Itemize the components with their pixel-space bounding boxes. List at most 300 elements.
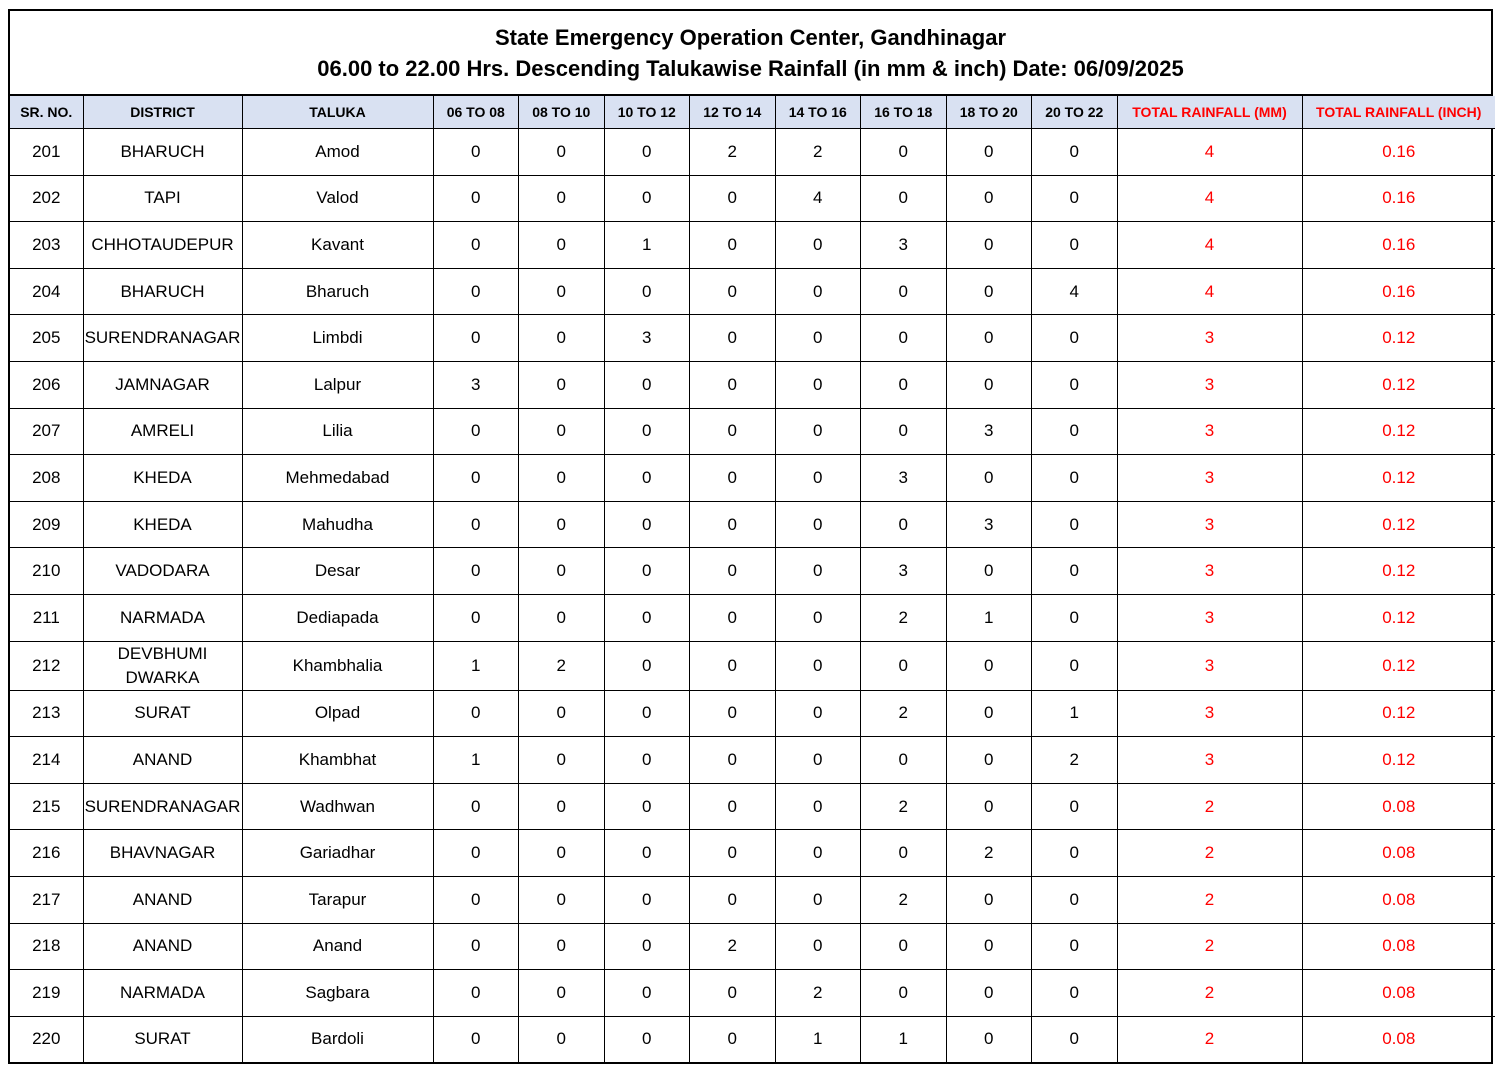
cell-08-to-10: 0 [519,175,605,222]
cell-sr-no: 206 [10,361,83,408]
cell-14-to-16: 0 [775,408,861,455]
cell-taluka: Bardoli [242,1016,433,1062]
cell-12-to-14: 0 [690,1016,776,1062]
cell-sr-no: 216 [10,830,83,877]
cell-14-to-16: 2 [775,129,861,176]
cell-12-to-14: 0 [690,408,776,455]
cell-district: BHAVNAGAR [83,830,242,877]
table-row [10,315,1495,362]
cell-06-to-08: 0 [433,830,519,877]
cell-total-rainfall-mm: 2 [1117,970,1302,1017]
cell-18-to-20: 0 [946,876,1032,923]
cell-total-rainfall-inch: 0.12 [1302,455,1495,502]
report-title-block [10,11,1491,96]
report-subtitle: 06.00 to 22.00 Hrs. Descending Talukawise Rainfall (in mm & inch) Date: 06/09/2025 [317,55,1184,81]
cell-16-to-18: 0 [861,175,947,222]
table-row [10,970,1495,1017]
cell-06-to-08: 0 [433,408,519,455]
cell-18-to-20: 3 [946,408,1032,455]
cell-total-rainfall-inch: 0.08 [1302,830,1495,877]
table-row [10,501,1495,548]
cell-total-rainfall-inch: 0.16 [1302,129,1495,176]
cell-taluka: Olpad [242,690,433,737]
cell-12-to-14: 2 [690,923,776,970]
cell-16-to-18: 0 [861,737,947,784]
cell-12-to-14: 0 [690,876,776,923]
table-row [10,1016,1495,1062]
cell-total-rainfall-mm: 2 [1117,1016,1302,1062]
cell-20-to-22: 0 [1032,501,1118,548]
cell-16-to-18: 2 [861,876,947,923]
cell-14-to-16: 0 [775,594,861,641]
cell-20-to-22: 0 [1032,783,1118,830]
cell-18-to-20: 0 [946,923,1032,970]
cell-10-to-12: 0 [604,361,690,408]
cell-18-to-20: 0 [946,548,1032,595]
column-header-12-to-14: 12 TO 14 [690,96,776,129]
column-header-20-to-22: 20 TO 22 [1032,96,1118,129]
table-row [10,548,1495,595]
cell-08-to-10: 0 [519,737,605,784]
column-header-18-to-20: 18 TO 20 [946,96,1032,129]
cell-20-to-22: 0 [1032,923,1118,970]
cell-06-to-08: 0 [433,876,519,923]
cell-18-to-20: 1 [946,594,1032,641]
table-row [10,175,1495,222]
cell-sr-no: 208 [10,455,83,502]
cell-20-to-22: 0 [1032,594,1118,641]
report-title: State Emergency Operation Center, Gandhinagar [494,24,1007,50]
table-row [10,268,1495,315]
cell-06-to-08: 0 [433,923,519,970]
cell-06-to-08: 1 [433,737,519,784]
cell-taluka: Sagbara [242,970,433,1017]
column-header-district: DISTRICT [83,96,242,129]
cell-12-to-14: 0 [690,501,776,548]
cell-14-to-16: 0 [775,830,861,877]
cell-total-rainfall-mm: 3 [1117,641,1302,690]
cell-14-to-16: 0 [775,641,861,690]
cell-14-to-16: 0 [775,690,861,737]
cell-10-to-12: 0 [604,737,690,784]
cell-12-to-14: 0 [690,455,776,502]
cell-20-to-22: 0 [1032,455,1118,502]
cell-total-rainfall-mm: 2 [1117,830,1302,877]
cell-20-to-22: 0 [1032,830,1118,877]
cell-sr-no: 219 [10,970,83,1017]
cell-total-rainfall-inch: 0.12 [1302,501,1495,548]
cell-14-to-16: 0 [775,268,861,315]
cell-sr-no: 218 [10,923,83,970]
cell-total-rainfall-mm: 3 [1117,548,1302,595]
cell-district: ANAND [83,923,242,970]
cell-sr-no: 212 [10,641,83,690]
cell-sr-no: 214 [10,737,83,784]
cell-12-to-14: 0 [690,690,776,737]
cell-06-to-08: 0 [433,970,519,1017]
cell-district: SURENDRANAGAR [83,315,242,362]
cell-taluka: Anand [242,923,433,970]
cell-total-rainfall-inch: 0.12 [1302,737,1495,784]
cell-total-rainfall-mm: 3 [1117,737,1302,784]
cell-14-to-16: 0 [775,923,861,970]
cell-18-to-20: 0 [946,783,1032,830]
cell-total-rainfall-inch: 0.12 [1302,548,1495,595]
cell-18-to-20: 0 [946,222,1032,269]
cell-10-to-12: 0 [604,175,690,222]
cell-district: AMRELI [83,408,242,455]
table-row [10,783,1495,830]
cell-06-to-08: 0 [433,175,519,222]
column-header-taluka: TALUKA [242,96,433,129]
cell-20-to-22: 0 [1032,361,1118,408]
table-row [10,455,1495,502]
cell-total-rainfall-inch: 0.12 [1302,408,1495,455]
cell-total-rainfall-mm: 3 [1117,361,1302,408]
cell-10-to-12: 0 [604,830,690,877]
cell-08-to-10: 0 [519,129,605,176]
cell-total-rainfall-mm: 3 [1117,315,1302,362]
cell-district: BHARUCH [83,129,242,176]
table-row [10,830,1495,877]
cell-08-to-10: 0 [519,1016,605,1062]
table-row [10,222,1495,269]
cell-08-to-10: 0 [519,923,605,970]
cell-district: SURENDRANAGAR [83,783,242,830]
cell-16-to-18: 3 [861,222,947,269]
cell-taluka: Amod [242,129,433,176]
cell-06-to-08: 0 [433,455,519,502]
cell-20-to-22: 0 [1032,641,1118,690]
cell-district: ANAND [83,876,242,923]
cell-taluka: Gariadhar [242,830,433,877]
cell-06-to-08: 0 [433,1016,519,1062]
cell-16-to-18: 0 [861,268,947,315]
table-row [10,594,1495,641]
cell-sr-no: 209 [10,501,83,548]
cell-sr-no: 210 [10,548,83,595]
cell-taluka: Bharuch [242,268,433,315]
cell-district: TAPI [83,175,242,222]
cell-12-to-14: 0 [690,361,776,408]
cell-10-to-12: 0 [604,970,690,1017]
table-row [10,876,1495,923]
cell-district: KHEDA [83,455,242,502]
cell-18-to-20: 0 [946,175,1032,222]
cell-08-to-10: 0 [519,783,605,830]
cell-10-to-12: 1 [604,222,690,269]
cell-total-rainfall-inch: 0.12 [1302,594,1495,641]
table-row [10,361,1495,408]
cell-sr-no: 220 [10,1016,83,1062]
cell-20-to-22: 1 [1032,690,1118,737]
cell-08-to-10: 2 [519,641,605,690]
cell-total-rainfall-mm: 2 [1117,876,1302,923]
cell-06-to-08: 0 [433,690,519,737]
cell-14-to-16: 0 [775,737,861,784]
cell-20-to-22: 2 [1032,737,1118,784]
cell-total-rainfall-inch: 0.16 [1302,222,1495,269]
cell-16-to-18: 1 [861,1016,947,1062]
cell-taluka: Valod [242,175,433,222]
cell-14-to-16: 0 [775,222,861,269]
cell-18-to-20: 3 [946,501,1032,548]
cell-total-rainfall-inch: 0.16 [1302,175,1495,222]
cell-total-rainfall-inch: 0.12 [1302,641,1495,690]
cell-sr-no: 201 [10,129,83,176]
cell-08-to-10: 0 [519,361,605,408]
cell-taluka: Mahudha [242,501,433,548]
cell-total-rainfall-mm: 3 [1117,408,1302,455]
cell-sr-no: 204 [10,268,83,315]
cell-total-rainfall-mm: 4 [1117,175,1302,222]
cell-12-to-14: 0 [690,268,776,315]
cell-district: ANAND [83,737,242,784]
cell-16-to-18: 2 [861,783,947,830]
cell-16-to-18: 3 [861,455,947,502]
cell-10-to-12: 0 [604,641,690,690]
cell-district: DEVBHUMI DWARKA [83,641,242,690]
column-header-total-rainfall-mm: TOTAL RAINFALL (MM) [1117,96,1302,129]
cell-06-to-08: 3 [433,361,519,408]
column-header-08-to-10: 08 TO 10 [519,96,605,129]
cell-12-to-14: 0 [690,641,776,690]
cell-district: KHEDA [83,501,242,548]
cell-12-to-14: 0 [690,175,776,222]
cell-06-to-08: 0 [433,594,519,641]
cell-sr-no: 213 [10,690,83,737]
cell-total-rainfall-inch: 0.08 [1302,1016,1495,1062]
cell-10-to-12: 0 [604,548,690,595]
cell-sr-no: 202 [10,175,83,222]
cell-08-to-10: 0 [519,690,605,737]
cell-sr-no: 205 [10,315,83,362]
cell-18-to-20: 0 [946,361,1032,408]
cell-06-to-08: 0 [433,268,519,315]
cell-18-to-20: 0 [946,315,1032,362]
cell-district: NARMADA [83,594,242,641]
cell-14-to-16: 1 [775,1016,861,1062]
cell-total-rainfall-mm: 4 [1117,129,1302,176]
cell-16-to-18: 0 [861,315,947,362]
cell-district: NARMADA [83,970,242,1017]
cell-sr-no: 203 [10,222,83,269]
cell-district: SURAT [83,690,242,737]
cell-16-to-18: 0 [861,970,947,1017]
table-header-row [10,96,1495,129]
cell-total-rainfall-mm: 2 [1117,783,1302,830]
cell-taluka: Khambhalia [242,641,433,690]
cell-14-to-16: 0 [775,315,861,362]
cell-06-to-08: 0 [433,548,519,595]
cell-18-to-20: 0 [946,455,1032,502]
cell-sr-no: 215 [10,783,83,830]
cell-10-to-12: 0 [604,783,690,830]
cell-18-to-20: 0 [946,129,1032,176]
cell-20-to-22: 0 [1032,175,1118,222]
cell-taluka: Khambhat [242,737,433,784]
cell-08-to-10: 0 [519,455,605,502]
table-row [10,129,1495,176]
cell-18-to-20: 0 [946,970,1032,1017]
cell-06-to-08: 0 [433,501,519,548]
cell-10-to-12: 0 [604,876,690,923]
cell-08-to-10: 0 [519,830,605,877]
cell-10-to-12: 0 [604,594,690,641]
cell-12-to-14: 0 [690,548,776,595]
cell-16-to-18: 0 [861,830,947,877]
column-header-total-rainfall-inch: TOTAL RAINFALL (INCH) [1302,96,1495,129]
cell-taluka: Lalpur [242,361,433,408]
cell-total-rainfall-inch: 0.08 [1302,876,1495,923]
cell-18-to-20: 0 [946,268,1032,315]
cell-18-to-20: 0 [946,690,1032,737]
cell-10-to-12: 0 [604,1016,690,1062]
cell-taluka: Kavant [242,222,433,269]
cell-district: VADODARA [83,548,242,595]
cell-10-to-12: 0 [604,690,690,737]
cell-10-to-12: 0 [604,501,690,548]
cell-sr-no: 217 [10,876,83,923]
cell-10-to-12: 0 [604,129,690,176]
cell-14-to-16: 0 [775,455,861,502]
cell-20-to-22: 0 [1032,970,1118,1017]
cell-16-to-18: 3 [861,548,947,595]
cell-14-to-16: 0 [775,501,861,548]
cell-district: JAMNAGAR [83,361,242,408]
cell-total-rainfall-mm: 3 [1117,455,1302,502]
cell-total-rainfall-mm: 4 [1117,268,1302,315]
cell-20-to-22: 0 [1032,1016,1118,1062]
cell-20-to-22: 4 [1032,268,1118,315]
cell-district: SURAT [83,1016,242,1062]
table-row [10,690,1495,737]
cell-total-rainfall-inch: 0.08 [1302,970,1495,1017]
cell-14-to-16: 2 [775,970,861,1017]
cell-08-to-10: 0 [519,268,605,315]
cell-08-to-10: 0 [519,408,605,455]
cell-14-to-16: 0 [775,783,861,830]
cell-10-to-12: 0 [604,455,690,502]
cell-taluka: Desar [242,548,433,595]
cell-08-to-10: 0 [519,548,605,595]
column-header-06-to-08: 06 TO 08 [433,96,519,129]
cell-14-to-16: 4 [775,175,861,222]
cell-total-rainfall-mm: 4 [1117,222,1302,269]
cell-12-to-14: 0 [690,315,776,362]
table-row [10,737,1495,784]
cell-total-rainfall-mm: 2 [1117,923,1302,970]
cell-total-rainfall-inch: 0.12 [1302,361,1495,408]
cell-08-to-10: 0 [519,315,605,362]
cell-06-to-08: 0 [433,783,519,830]
cell-total-rainfall-mm: 3 [1117,690,1302,737]
cell-district: CHHOTAUDEPUR [83,222,242,269]
cell-taluka: Wadhwan [242,783,433,830]
cell-16-to-18: 0 [861,408,947,455]
cell-sr-no: 211 [10,594,83,641]
cell-total-rainfall-inch: 0.12 [1302,690,1495,737]
cell-10-to-12: 0 [604,408,690,455]
cell-10-to-12: 0 [604,923,690,970]
cell-total-rainfall-inch: 0.16 [1302,268,1495,315]
cell-08-to-10: 0 [519,876,605,923]
cell-08-to-10: 0 [519,970,605,1017]
cell-18-to-20: 0 [946,641,1032,690]
cell-20-to-22: 0 [1032,315,1118,362]
cell-20-to-22: 0 [1032,222,1118,269]
cell-sr-no: 207 [10,408,83,455]
cell-06-to-08: 0 [433,129,519,176]
column-header-16-to-18: 16 TO 18 [861,96,947,129]
cell-06-to-08: 0 [433,222,519,269]
rainfall-report-sheet [8,9,1493,1064]
cell-12-to-14: 0 [690,594,776,641]
cell-total-rainfall-inch: 0.08 [1302,923,1495,970]
cell-10-to-12: 0 [604,268,690,315]
cell-16-to-18: 2 [861,594,947,641]
cell-10-to-12: 3 [604,315,690,362]
cell-20-to-22: 0 [1032,548,1118,595]
cell-total-rainfall-inch: 0.12 [1302,315,1495,362]
cell-08-to-10: 0 [519,501,605,548]
cell-16-to-18: 0 [861,361,947,408]
cell-taluka: Dediapada [242,594,433,641]
cell-taluka: Lilia [242,408,433,455]
cell-taluka: Mehmedabad [242,455,433,502]
cell-18-to-20: 0 [946,1016,1032,1062]
cell-12-to-14: 0 [690,830,776,877]
cell-12-to-14: 0 [690,783,776,830]
cell-18-to-20: 2 [946,830,1032,877]
cell-16-to-18: 0 [861,129,947,176]
cell-08-to-10: 0 [519,222,605,269]
cell-20-to-22: 0 [1032,876,1118,923]
cell-12-to-14: 2 [690,129,776,176]
table-row [10,641,1495,690]
cell-16-to-18: 0 [861,501,947,548]
cell-20-to-22: 0 [1032,129,1118,176]
cell-18-to-20: 0 [946,737,1032,784]
cell-16-to-18: 2 [861,690,947,737]
cell-16-to-18: 0 [861,641,947,690]
cell-total-rainfall-mm: 3 [1117,501,1302,548]
cell-district: BHARUCH [83,268,242,315]
rainfall-table [10,96,1495,1062]
cell-06-to-08: 1 [433,641,519,690]
cell-total-rainfall-mm: 3 [1117,594,1302,641]
column-header-10-to-12: 10 TO 12 [604,96,690,129]
table-body [10,129,1495,1063]
table-row [10,923,1495,970]
cell-12-to-14: 0 [690,222,776,269]
table-row [10,408,1495,455]
cell-14-to-16: 0 [775,548,861,595]
cell-14-to-16: 0 [775,361,861,408]
cell-08-to-10: 0 [519,594,605,641]
cell-16-to-18: 0 [861,923,947,970]
cell-12-to-14: 0 [690,737,776,784]
column-header-14-to-16: 14 TO 16 [775,96,861,129]
cell-12-to-14: 0 [690,970,776,1017]
column-header-sr-no: SR. NO. [10,96,83,129]
cell-14-to-16: 0 [775,876,861,923]
cell-total-rainfall-inch: 0.08 [1302,783,1495,830]
cell-20-to-22: 0 [1032,408,1118,455]
cell-06-to-08: 0 [433,315,519,362]
cell-taluka: Tarapur [242,876,433,923]
cell-taluka: Limbdi [242,315,433,362]
